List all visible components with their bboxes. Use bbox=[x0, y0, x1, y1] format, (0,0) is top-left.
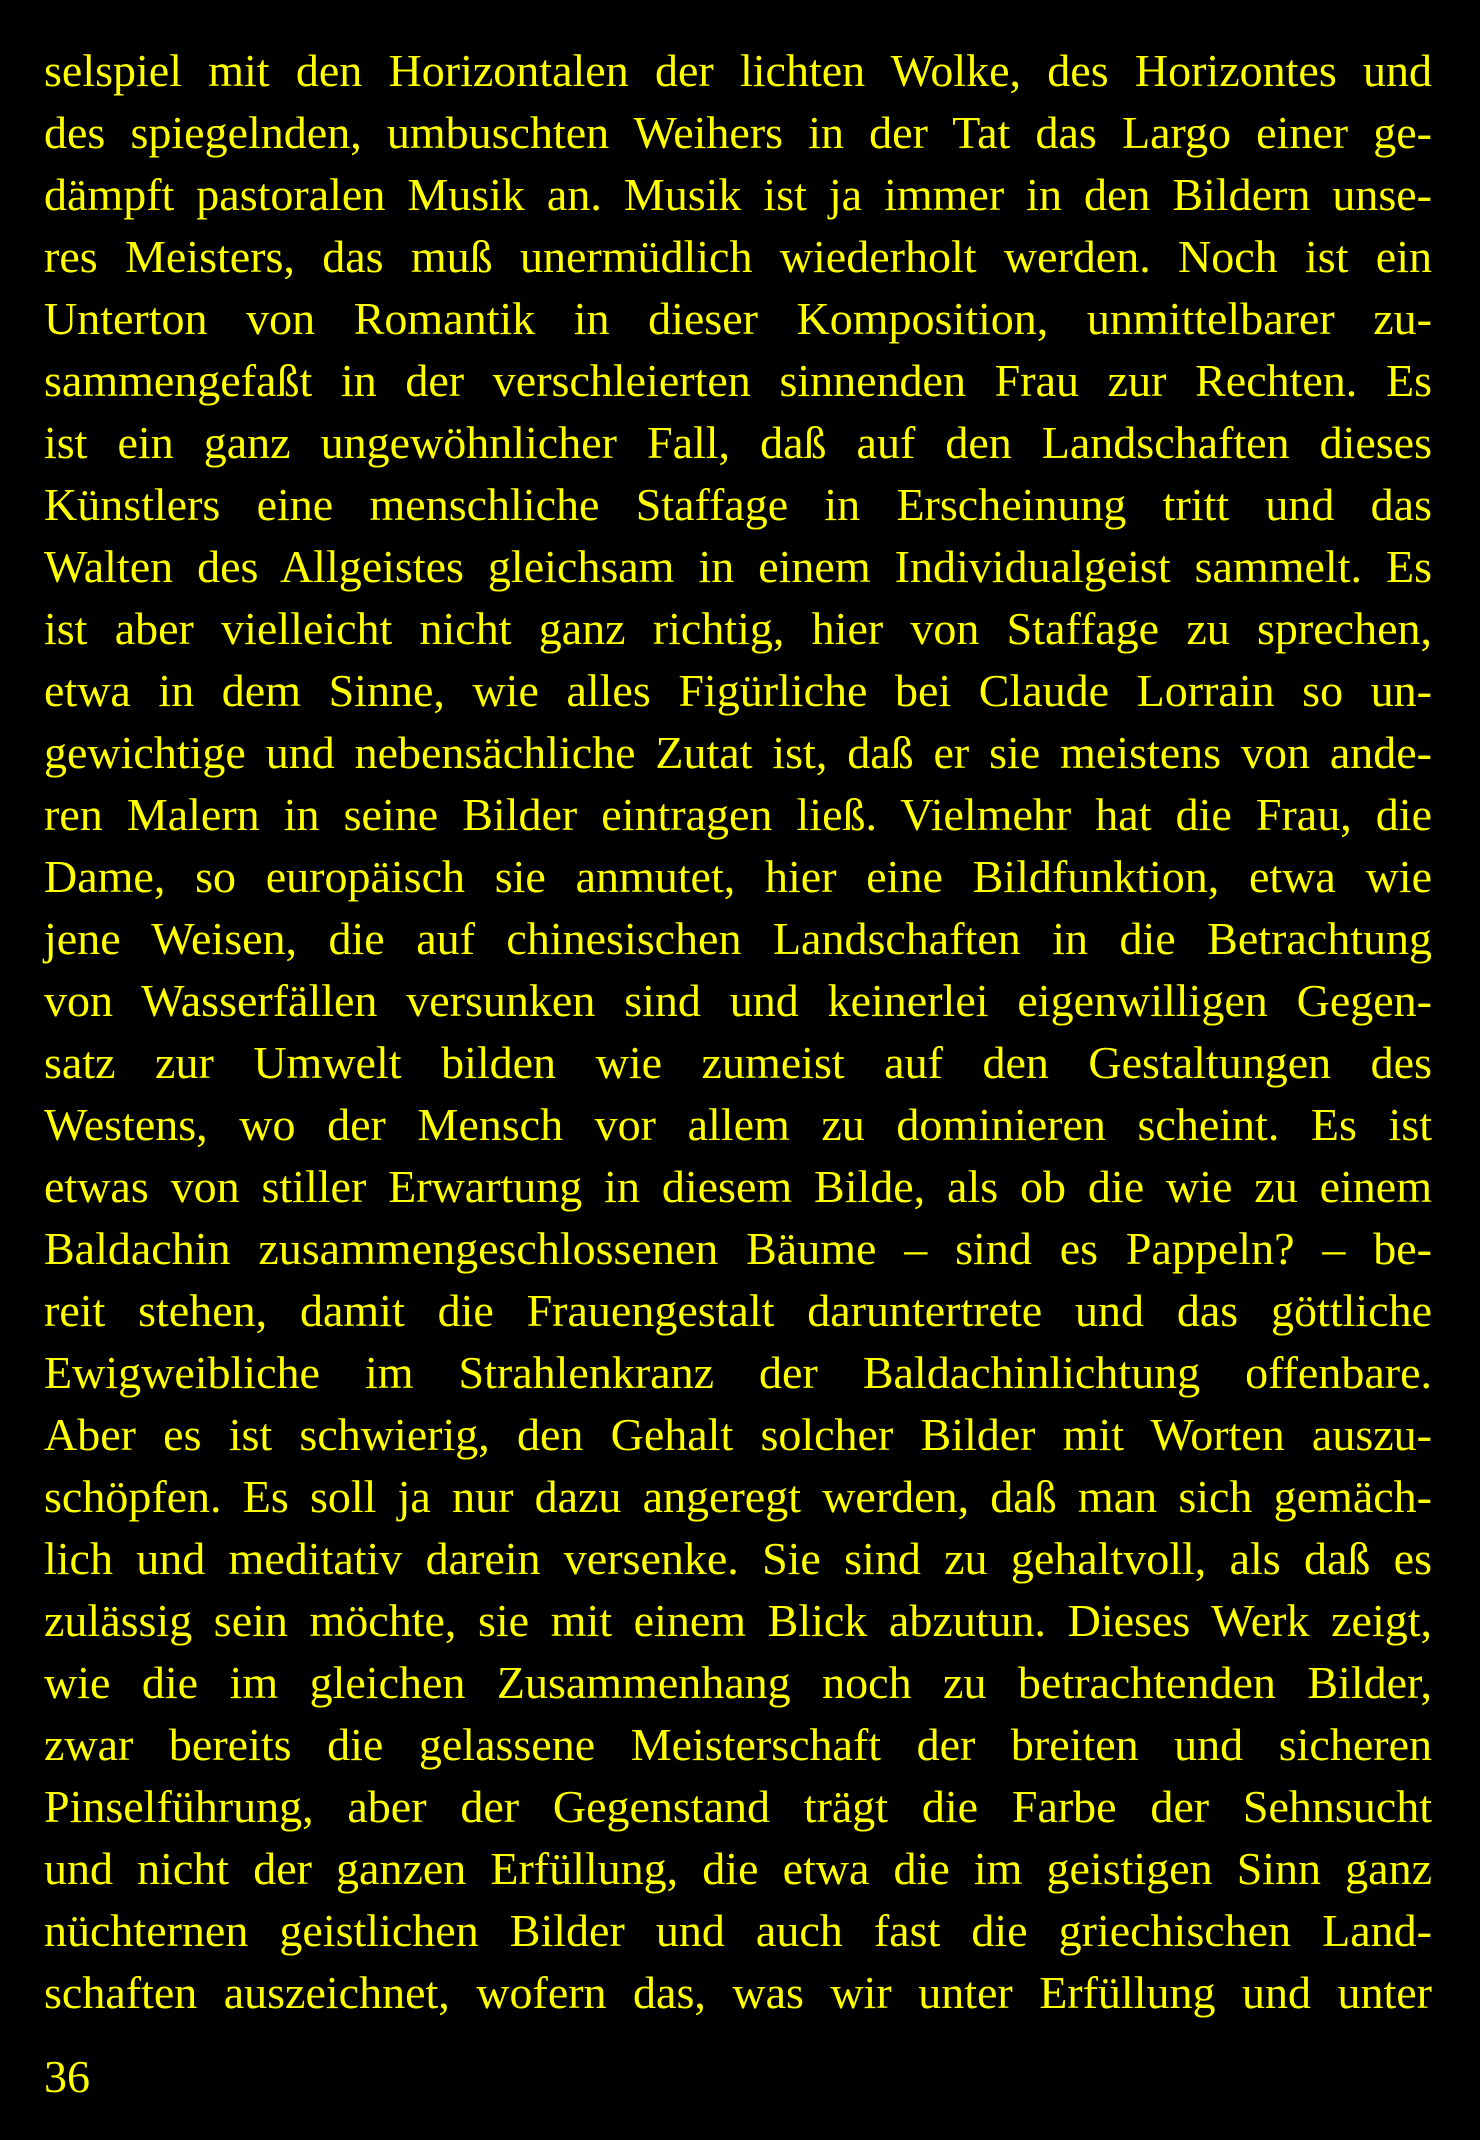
text-line-12: gewichtige und nebensächliche Zutat ist, daß er sie meistens von ande- bbox=[44, 727, 1432, 778]
text-line-9: Walten des Allgeistes gleichsam in einem Individualgeist sammelt. Es bbox=[44, 541, 1432, 592]
body-text bbox=[44, 40, 1432, 2024]
text-line-2: des spiegelnden, umbuschten Weihers in der Tat das Largo einer ge- bbox=[44, 107, 1432, 158]
text-line-18: Westens, wo der Mensch vor allem zu dominieren scheint. Es ist bbox=[44, 1099, 1432, 1150]
text-line-16: von Wasserfällen versunken sind und keinerlei eigenwilligen Gegen- bbox=[44, 975, 1432, 1026]
text-line-4: res Meisters, das muß unermüdlich wiederholt werden. Noch ist ein bbox=[44, 231, 1432, 282]
text-line-7: ist ein ganz ungewöhnlicher Fall, daß auf den Landschaften dieses bbox=[44, 417, 1432, 468]
text-line-21: reit stehen, damit die Frauengestalt daruntertrete und das göttliche bbox=[44, 1285, 1432, 1336]
text-line-14: Dame, so europäisch sie anmutet, hier eine Bildfunktion, etwa wie bbox=[44, 851, 1432, 902]
text-line-31: nüchternen geistlichen Bilder und auch fast die griechischen Land- bbox=[44, 1905, 1432, 1956]
text-line-15: jene Weisen, die auf chinesischen Landschaften in die Betrachtung bbox=[44, 913, 1432, 964]
text-line-5: Unterton von Romantik in dieser Komposition, unmittelbarer zu- bbox=[44, 293, 1432, 344]
text-line-25: lich und meditativ darein versenke. Sie sind zu gehaltvoll, als daß es bbox=[44, 1533, 1432, 1584]
text-line-28: zwar bereits die gelassene Meisterschaft der breiten und sicheren bbox=[44, 1719, 1432, 1770]
text-line-10: ist aber vielleicht nicht ganz richtig, hier von Staffage zu sprechen, bbox=[44, 603, 1432, 654]
text-line-1: selspiel mit den Horizontalen der lichten Wolke, des Horizontes und bbox=[44, 45, 1432, 96]
page-number: 36 bbox=[44, 2051, 90, 2102]
text-line-22: Ewigweibliche im Strahlenkranz der Baldachinlichtung offenbare. bbox=[44, 1347, 1432, 1398]
text-line-27: wie die im gleichen Zusammenhang noch zu betrachtenden Bilder, bbox=[44, 1657, 1432, 1708]
text-line-20: Baldachin zusammengeschlossenen Bäume – sind es Pappeln? – be- bbox=[44, 1223, 1432, 1274]
text-line-8: Künstlers eine menschliche Staffage in Erscheinung tritt und das bbox=[44, 479, 1432, 530]
text-line-13: ren Malern in seine Bilder eintragen ließ. Vielmehr hat die Frau, die bbox=[44, 789, 1432, 840]
text-line-17: satz zur Umwelt bilden wie zumeist auf den Gestaltungen des bbox=[44, 1037, 1432, 1088]
text-line-11: etwa in dem Sinne, wie alles Figürliche bei Claude Lorrain so un- bbox=[44, 665, 1432, 716]
text-line-30: und nicht der ganzen Erfüllung, die etwa die im geistigen Sinn ganz bbox=[44, 1843, 1432, 1894]
text-line-24: schöpfen. Es soll ja nur dazu angeregt werden, daß man sich gemäch- bbox=[44, 1471, 1432, 1522]
text-line-26: zulässig sein möchte, sie mit einem Blick abzutun. Dieses Werk zeigt, bbox=[44, 1595, 1432, 1646]
text-line-32: schaften auszeichnet, wofern das, was wir unter Erfüllung und unter bbox=[44, 1967, 1432, 2018]
text-line-29: Pinselführung, aber der Gegenstand trägt die Farbe der Sehnsucht bbox=[44, 1781, 1432, 1832]
text-line-6: sammengefaßt in der verschleierten sinnenden Frau zur Rechten. Es bbox=[44, 355, 1432, 406]
text-line-19: etwas von stiller Erwartung in diesem Bilde, als ob die wie zu einem bbox=[44, 1161, 1432, 1212]
text-line-23: Aber es ist schwierig, den Gehalt solcher Bilder mit Worten auszu- bbox=[44, 1409, 1432, 1460]
text-line-3: dämpft pastoralen Musik an. Musik ist ja immer in den Bildern unse- bbox=[44, 169, 1432, 220]
